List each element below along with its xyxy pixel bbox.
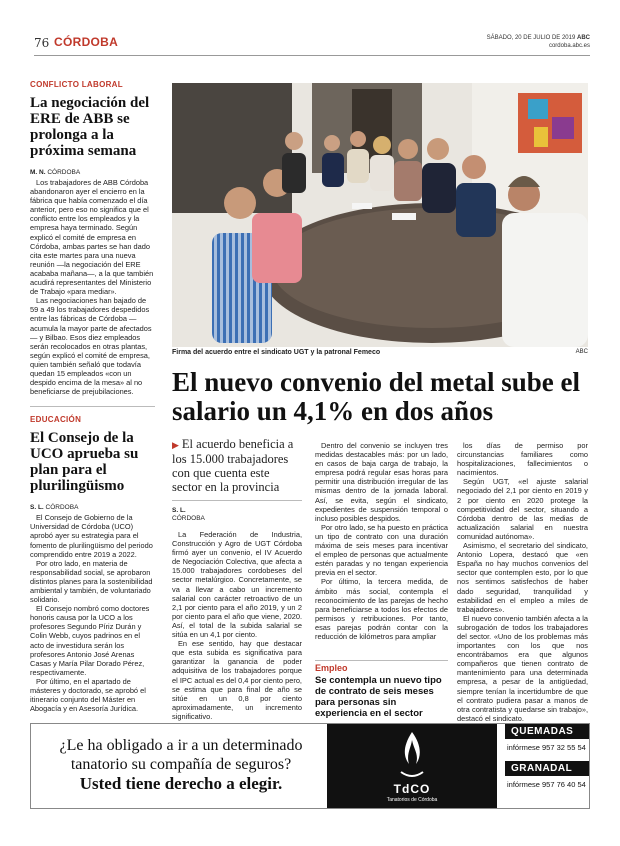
highlight-kicker: Empleo [315, 663, 348, 673]
paragraph: La Federación de Industria, Construcción y Agro de UGT Córdoba firmó ayer un convenio, el IV Acuerdo de Negociación Colectiva, que afecta a 15.000 trabajadores cordobeses del sector metalúrgico. Concretamente, se va a llevar a cabo un incremento salarial con carácter retroactivo de un 2,1 por ciento para el año 2019, y un 2 por ciento para el año que viene, 2020. Así, el total de la subida salarial se sitúa en un 4,1 por ciento. [172, 530, 302, 640]
paragraph: Asimismo, el secretario del sindicato, Antonio Lopera, destacó que «en España no hay muchos convenios del sector que contemplen esto, por lo que nos sentimos satisfechos de haber dado seguridad, tranquilidad y estabilidad en el empleo a miles de trabajadores». [457, 541, 588, 614]
highlight-title: Se contempla un nuevo tipo de contrato de seis meses para personas sin experiencia en el sector [315, 675, 442, 719]
meeting-photo [172, 83, 588, 347]
story-body [30, 178, 155, 396]
sidebar [30, 80, 155, 713]
byline-author: S. L. [30, 504, 44, 512]
paragraph: El Consejo nombró como doctores honoris causa por la UCO a los profesores Segundo Píriz Durán y Colin Webb, cuyos padrinos en el acto de investidura serán los profesores Antonio José Arenas Casas y María Pilar Dorado Pérez, respectivamente. [30, 604, 150, 677]
story-kicker: CONFLICTO LABORAL [30, 80, 123, 89]
subhead-divider [172, 500, 302, 501]
paragraph: Las negociaciones han bajado de 59 a 49 los trabajadores despedidos entre las fábricas de Córdoba —acumula la mayor parte de afectados— y Bilbao. Esos diez empleados serán recolocados en otras plantas, según explicó el comité de empresa, quien también señaló que todavía quedan 15 empleados «con un despido encima de la mesa» al no beneficiarse de prejubilaciones. [30, 296, 152, 397]
page-header [34, 34, 590, 54]
body-column-1 [172, 530, 302, 721]
main-subhead: El acuerdo beneficia a los 15.000 trabajadores con que cuenta este sector en la provincia [172, 437, 294, 494]
body-column-2 [315, 441, 448, 641]
paragraph: Por otro lado, en materia de responsabilidad social, se aprobaron distintos planes para la sostenibilidad ambiental y también, de voluntariado solidario. [30, 558, 153, 605]
story-kicker: EDUCACIÓN [30, 415, 82, 425]
photo-caption-block [172, 349, 588, 356]
photo-credit: ABC [575, 349, 588, 355]
main-byline [172, 507, 205, 523]
paragraph: Dentro del convenio se incluyen tres medidas destacables más: por un lado, en casos de baja carga de trabajo, la empresa podrá regular esas horas para permitir una distribución irregular de las mismas dentro de la jornada laboral. Así, se evita, según el sindicato, expedientes de suspensión temporal o incluso posibles despidos. [315, 441, 448, 523]
flame-icon [397, 730, 427, 780]
photo-caption: Firma del acuerdo entre el sindicato UGT y la patronal Femeco [172, 349, 381, 356]
paragraph: los días de permiso por circunstancias familiares como hospitalizaciones, fallecimientos o nacimientos. [457, 441, 588, 478]
story-byline [30, 169, 155, 176]
story-title: El Consejo de la UCO aprueba su plan para el plurilingüismo [30, 430, 139, 495]
story-uco [30, 415, 155, 713]
paragraph: El Consejo de Gobierno de la Universidad de Córdoba (UCO) aprobó ayer su estrategia para el fomento de plurilingüismo del periodo comprendido entre 2019 a 2022. [30, 513, 153, 559]
paragraph: En ese sentido, hay que destacar que esta subida es significativa para garantizar la ganancia de poder adquisitiva de los trabajadores porque el IPC actual es del 0,4 por ciento pero, se estima que para final de año se sitúe en un 0,8 por ciento aproximadamente, un incremento significativo. [172, 639, 302, 721]
ad-brand: TdCO [393, 782, 431, 796]
tanatorios-logo [327, 724, 497, 808]
paragraph: El nuevo convenio también afecta a la subrogación de todos los trabajadores del sector. «Uno de los problemas más importantes con los que nos encontrábamos era que algunos compañeros que tienen contrato de mantenimiento para una determinada empresa, a pesar de la antigüedad, siempre tenían la incertidumbre de que el contrato pudiera pasar a manos de otra contratista y quedarse sin trabajo», destacó el sindicato. [457, 613, 588, 723]
header-divider [34, 55, 590, 56]
ad-phone[interactable]: infórmese 957 76 40 54 [507, 780, 586, 789]
story-title: La negociación del ERE de ABB se prolonga a la próxima semana [30, 95, 150, 159]
main-headline: El nuevo convenio del metal sube el salario un 4,1% en dos años [172, 367, 581, 426]
byline-place: CÓRDOBA [172, 515, 205, 522]
ad-city: QUEMADAS [505, 724, 589, 739]
ad-line: tanatorio su compañía de seguros? [70, 756, 292, 773]
sidebar-divider [30, 406, 155, 407]
ad-phone[interactable]: infórmese 957 32 55 54 [507, 743, 586, 752]
ad-brand-sub: Tanatorios de Córdoba [386, 797, 438, 803]
website: cordoba.abc.es [548, 43, 590, 49]
body-column-3 [457, 441, 588, 723]
ad-contacts [505, 724, 589, 808]
story-byline [30, 504, 155, 511]
paragraph: Por último, la tercera medida, de ámbito más social, contempla el reconocimiento de las parejas de hecho para beneficiarse a todos los efectos de permisos y retribuciones. Por tanto, esas parejas podrán contar con la reducción de kilómetros para ampliar [315, 577, 448, 641]
highlight-box [315, 660, 448, 719]
paragraph: Según UGT, «el ajuste salarial negociado del 2,1 por ciento en 2019 y 2 por ciento en 2020 protege la competitividad del sector, situando a Córdoba dentro de las medias de actualización salarial en nuestra comunidad autónoma». [457, 477, 588, 541]
ad-city: GRANADAL [505, 761, 589, 776]
section-name: CÓRDOBA [54, 35, 119, 49]
story-abb [30, 80, 155, 396]
byline-author: M. N. [30, 169, 46, 176]
triangle-bullet-icon: ▶ [172, 440, 179, 450]
header-date-block [487, 34, 590, 50]
paragraph: Por último, en el apartado de másteres y doctorado, se aprobó el itinerario conjunto del Máster en Abogacía y en Asesoría Jurídica. [30, 676, 146, 714]
header-date: SÁBADO, 20 DE JULIO DE 2019 [486, 35, 576, 41]
byline-place: CÓRDOBA [47, 169, 81, 176]
paper-name: ABC [577, 35, 590, 41]
byline-place: CÓRDOBA [45, 504, 79, 512]
main-subhead-block [172, 437, 302, 494]
ad-line: ¿Le ha obligado a ir a un determinado [59, 737, 303, 754]
advertisement[interactable] [30, 723, 590, 809]
paragraph: Los trabajadores de ABB Córdoba abandonaron ayer el encierro en la fábrica que había comenzado el día anterior, pero eso no significa que el conflicto entre los empleados y la empresa haya terminado. Según explicó el comité de empresa en Córdoba, ambas partes se han dado cita este martes para una nueva reunión —la negociación del ERE acababa mañana—, a la que también acudirá representantes del Ministerio de Trabajo «para mediar». [30, 178, 154, 297]
paragraph: Por otro lado, se ha puesto en práctica un tipo de contrato con una duración máxima de seis meses para incentivar el empleo de personas que actualmente estén paradas y no tengan experiencia previa en el sector. [315, 522, 448, 578]
byline-author: S. L. [172, 507, 186, 514]
page-number: 76 [34, 36, 50, 50]
ad-message [41, 736, 321, 793]
meeting-photo-illustration [172, 83, 588, 347]
story-body [30, 513, 155, 713]
ad-line-strong: Usted tiene derecho a elegir. [79, 774, 283, 793]
